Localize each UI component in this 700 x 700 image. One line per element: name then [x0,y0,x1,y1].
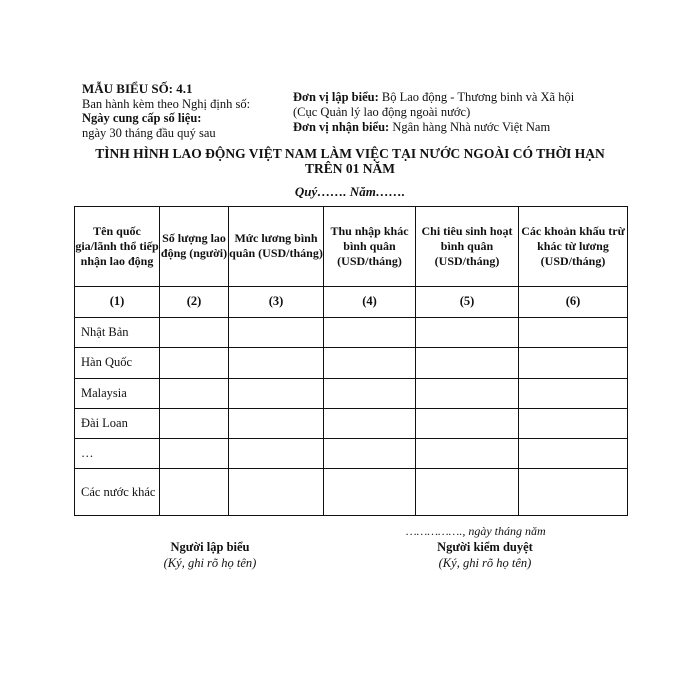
receiver-unit-value: Ngân hàng Nhà nước Việt Nam [389,120,551,134]
column-header-deductions: Các khoản khấu trừ khác từ lương (USD/tháng) [519,207,628,287]
column-header-workers: Số lượng lao động (người) [160,207,229,287]
preparer-note: (Ký, ghi rõ họ tên) [163,556,257,570]
table-row [75,318,628,348]
column-header-other-income: Thu nhập khác bình quân (USD/tháng) [324,207,416,287]
empty-cell[interactable] [160,378,229,408]
labor-table [74,206,628,516]
table-row [75,408,628,438]
empty-cell[interactable] [324,408,416,438]
form-code: MẪU BIỂU SỐ: 4.1 [82,81,193,96]
column-header-living-costs: Chi tiêu sinh hoạt bình quân (USD/tháng) [416,207,519,287]
preparer-signature-block [140,539,280,571]
empty-cell[interactable] [160,348,229,378]
supply-date-label: Ngày cung cấp số liệu: [82,111,202,125]
maker-unit-value: Bộ Lao động - Thương binh và Xã hội [378,90,575,104]
maker-unit-label: Đơn vị lập biểu: [293,90,379,104]
empty-cell[interactable] [324,378,416,408]
empty-cell[interactable] [519,318,628,348]
country-cell: Nhật Bản [75,318,160,348]
table-row [75,378,628,408]
empty-cell[interactable] [519,408,628,438]
column-number-row [75,286,628,317]
empty-cell[interactable] [519,469,628,516]
empty-cell[interactable] [519,378,628,408]
maker-unit [293,90,623,105]
table-row [75,439,628,469]
issued-by-text: Ban hành kèm theo Nghị định số: [82,96,251,111]
empty-cell[interactable] [229,408,324,438]
empty-cell[interactable] [416,318,519,348]
date-line: ……………., ngày tháng năm [406,524,546,538]
column-number: (5) [416,286,519,317]
empty-cell[interactable] [324,318,416,348]
empty-cell[interactable] [160,318,229,348]
report-title [70,146,630,176]
empty-cell[interactable] [160,439,229,469]
empty-cell[interactable] [324,439,416,469]
empty-cell[interactable] [229,378,324,408]
empty-cell[interactable] [416,408,519,438]
column-header-salary: Mức lương bình quân (USD/tháng) [229,207,324,287]
column-number: (6) [519,286,628,317]
empty-cell[interactable] [324,348,416,378]
maker-unit-sub: (Cục Quản lý lao động ngoài nước) [293,105,471,119]
country-cell: Đài Loan [75,408,160,438]
receiver-unit-label: Đơn vị nhận biểu: [293,120,390,134]
form-header-right [293,90,623,135]
empty-cell[interactable] [160,469,229,516]
reviewer-title: Người kiểm duyệt [437,540,533,554]
supply-date-value: ngày 30 tháng đầu quý sau [82,125,216,140]
empty-cell[interactable] [519,439,628,469]
empty-cell[interactable] [229,469,324,516]
report-period: Quý……. Năm……. [294,184,406,199]
table-row [75,469,628,516]
reviewer-signature-block [415,539,555,571]
empty-cell[interactable] [324,469,416,516]
empty-cell[interactable] [416,469,519,516]
column-header-country: Tên quốc gia/lãnh thổ tiếp nhận lao động [75,207,160,287]
country-cell: Hàn Quốc [75,348,160,378]
preparer-title: Người lập biểu [170,540,250,554]
empty-cell[interactable] [229,439,324,469]
table-row [75,348,628,378]
empty-cell[interactable] [229,318,324,348]
empty-cell[interactable] [416,348,519,378]
empty-cell[interactable] [519,348,628,378]
empty-cell[interactable] [416,439,519,469]
column-number: (3) [229,286,324,317]
empty-cell[interactable] [416,378,519,408]
empty-cell[interactable] [160,408,229,438]
report-title-line1: TÌNH HÌNH LAO ĐỘNG VIỆT NAM LÀM VIỆC TẠI NƯỚC NGOÀI CÓ THỜI HẠN [95,146,605,161]
column-number: (4) [324,286,416,317]
column-number: (2) [160,286,229,317]
receiver-unit [293,120,623,135]
column-number: (1) [75,286,160,317]
country-cell: … [75,439,160,469]
country-cell: Malaysia [75,378,160,408]
report-title-line2: TRÊN 01 NĂM [305,161,395,176]
form-header-left [82,82,292,140]
table-header-row [75,207,628,287]
reviewer-note: (Ký, ghi rõ họ tên) [438,556,532,570]
empty-cell[interactable] [229,348,324,378]
country-cell: Các nước khác [75,469,160,516]
